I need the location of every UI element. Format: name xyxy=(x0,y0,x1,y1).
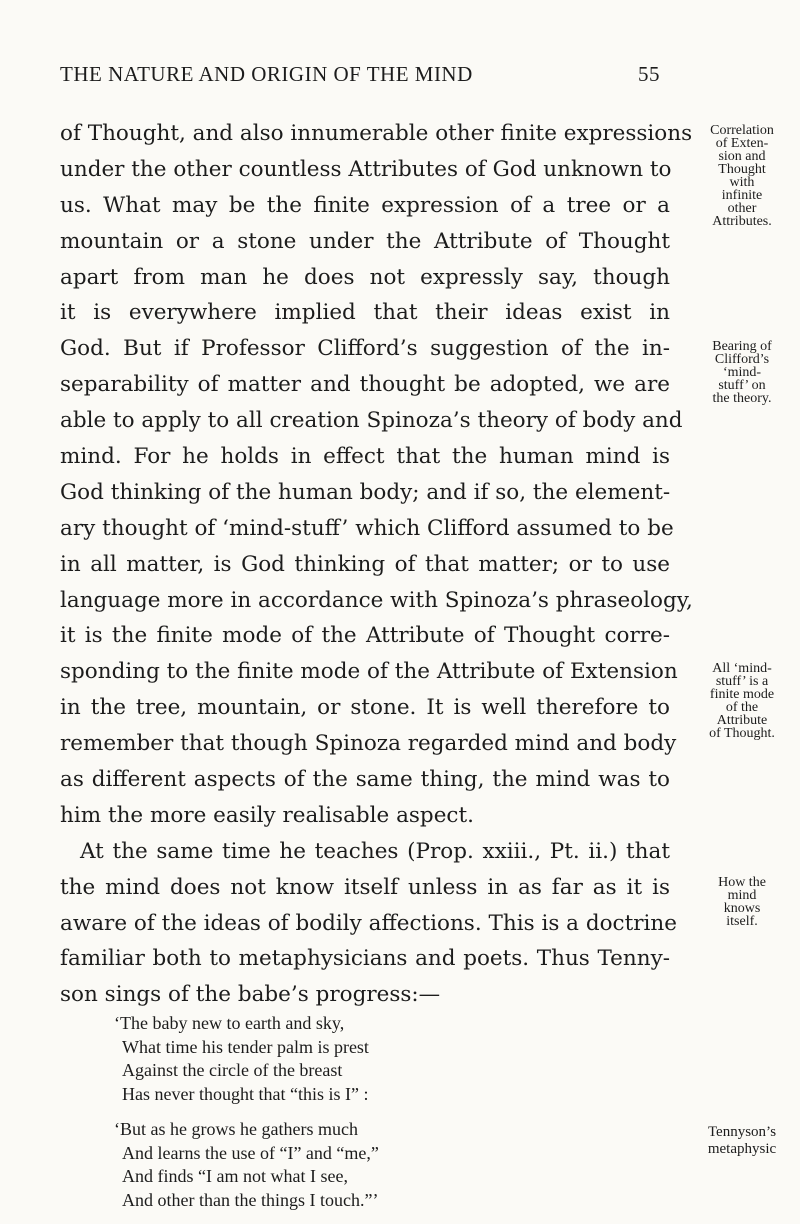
text-line: him the more easily realisable aspect. xyxy=(60,802,474,828)
text-line: familiar both to metaphysicians and poets. Thus Tenny- xyxy=(60,946,670,972)
poem-line: Against the circle of the breast xyxy=(122,1060,343,1080)
margin-note-correlation: Correlation of Exten- sion and Thought with infinite other Attributes. xyxy=(710,123,774,229)
text-line: sponding to the finite mode of the Attribute of Extension xyxy=(60,659,678,685)
text-line: God thinking of the human body; and if so, the element- xyxy=(60,479,671,505)
text-line: as different aspects of the same thing, the mind was to xyxy=(60,767,670,793)
poem-line: What time his tender palm is prest xyxy=(122,1036,369,1057)
poem-line: And other than the things I touch.”’ xyxy=(122,1189,379,1210)
text-line: it is the finite mode of the Attribute of Thought corre- xyxy=(60,623,670,649)
text-line: remember that though Spinoza regarded mind and body xyxy=(60,731,677,757)
poem-line: Has never thought that “this is I” : xyxy=(122,1083,369,1104)
text-line: aware of the ideas of bodily affections. This is a doctrine xyxy=(60,910,677,936)
poem-stanza-2 xyxy=(114,1118,634,1212)
text-line: mind. For he holds in effect that the human mind is xyxy=(60,444,670,470)
text-line: language more in accordance with Spinoza’s phraseology, xyxy=(60,587,693,613)
page-number: 55 xyxy=(638,62,660,86)
text-line: of Thought, and also innumerable other finite expressions xyxy=(60,121,693,146)
poem-line: ‘But as he grows he gathers much xyxy=(114,1119,358,1139)
body-text xyxy=(60,116,693,1013)
text-line: us. What may be the finite expression of a tree or a xyxy=(60,192,670,218)
text-line: it is everywhere implied that their ideas exist in xyxy=(60,300,670,326)
poem-line: ‘The baby new to earth and sky, xyxy=(114,1013,345,1033)
text-line: in all matter, is God thinking of that matter; or to use xyxy=(60,551,670,577)
text-line: son sings of the babe’s progress:— xyxy=(60,982,441,1008)
text-line: separability of matter and thought be adopted, we are xyxy=(60,372,670,398)
poem-line: And learns the use of “I” and “me,” xyxy=(122,1142,379,1163)
margin-note-tennyson: Tennyson’s metaphysic xyxy=(707,1124,777,1157)
text-line: God. But if Professor Clifford’s suggestion of the in- xyxy=(60,336,670,362)
paragraph-1 xyxy=(60,116,693,834)
margin-note-clifford: Bearing of Clifford’s ‘mind- stuff’ on the theory. xyxy=(712,339,772,406)
text-line: able to apply to all creation Spinoza’s theory of body and xyxy=(60,408,683,434)
poem-line: And finds “I am not what I see, xyxy=(122,1166,348,1186)
text-line: At the same time he teaches (Prop. xxiii., Pt. ii.) that xyxy=(80,838,670,864)
paragraph-2 xyxy=(60,834,677,1013)
text-line: mountain or a stone under the Attribute of Thought xyxy=(60,228,670,254)
margin-note-mind-stuff: All ‘mind- stuff’ is a finite mode of the Attribute of Thought. xyxy=(709,661,775,741)
text-line: apart from man he does not expressly say, though xyxy=(60,264,670,290)
text-line: under the other countless Attributes of God unknown to xyxy=(60,156,672,182)
text-line: the mind does not know itself unless in as far as it is xyxy=(60,874,670,900)
text-line: ary thought of ‘mind-stuff’ which Clifford assumed to be xyxy=(60,515,674,541)
margin-note-how-mind-knows: How the mind knows itself. xyxy=(718,875,766,929)
text-line: in the tree, mountain, or stone. It is well therefore to xyxy=(60,695,670,721)
running-title: THE NATURE AND ORIGIN OF THE MIND xyxy=(60,62,473,86)
poem-stanza-1 xyxy=(114,1012,634,1106)
